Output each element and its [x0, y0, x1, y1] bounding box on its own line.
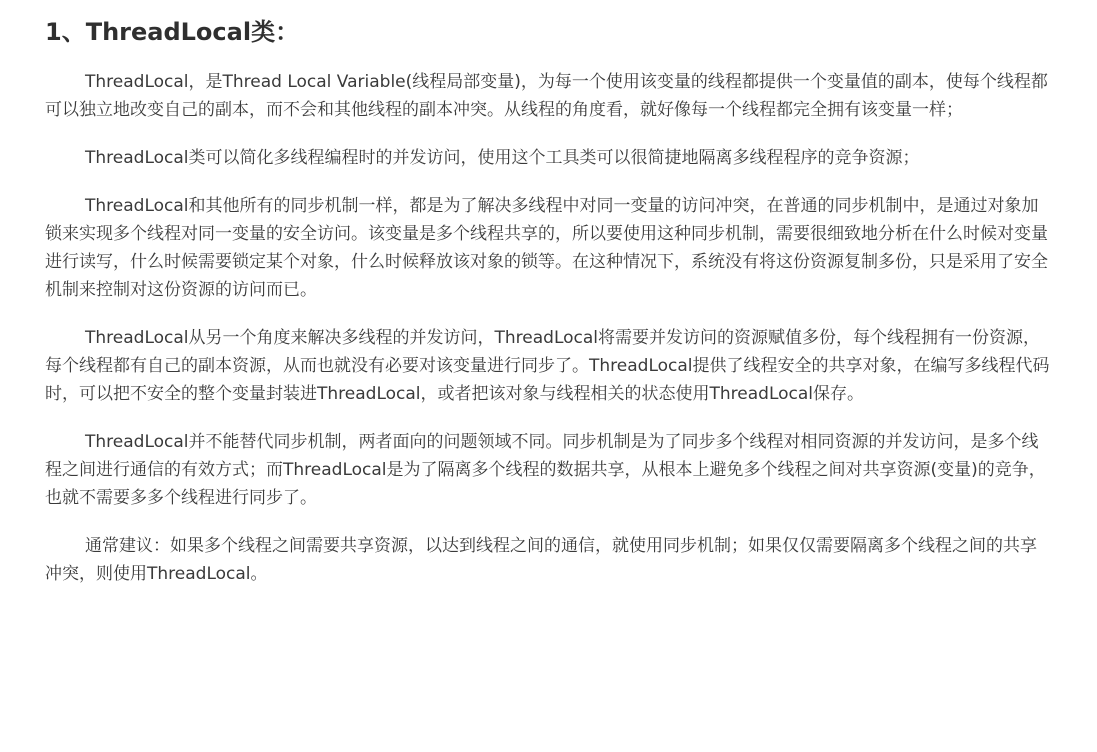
paragraph-definition: ThreadLocal，是Thread Local Variable(线程局部变量)，为每一个使用该变量的线程都提供一个变量值的副本，使每个线程都可以独立地改变自己的副本，而不会和其他线程的副本冲突。从线程的角度看，就好像每一个线程都完全拥有该变量一样； [45, 72, 1048, 120]
paragraph-recommendation: 通常建议：如果多个线程之间需要共享资源，以达到线程之间的通信，就使用同步机制；如果仅仅需要隔离多个线程之间的共享冲突，则使用ThreadLocal。 [45, 536, 1037, 584]
paragraph-not-replacement: ThreadLocal并不能替代同步机制，两者面向的问题领域不同。同步机制是为了同步多个线程对相同资源的并发访问，是多个线程之间进行通信的有效方式；而ThreadLocal是为了隔离多个线程的数据共享，从根本上避免多个线程之间对共享资源(变量)的竞争，也就不需要多多个线程进行同步了。 [45, 432, 1046, 508]
paragraph-threadlocal-approach: ThreadLocal从另一个角度来解决多线程的并发访问，ThreadLocal将需要并发访问的资源赋值多份，每个线程拥有一份资源，每个线程都有自己的副本资源，从而也就没有必要对该变量进行同步了。ThreadLocal提供了线程安全的共享对象，在编写多线程代码时，可以把不安全的整个变量封装进ThreadLocal，或者把该对象与线程相关的状态使用ThreadLocal保存。 [45, 328, 1050, 404]
paragraph-sync-comparison: ThreadLocal和其他所有的同步机制一样，都是为了解决多线程中对同一变量的访问冲突，在普通的同步机制中，是通过对象加锁来实现多个线程对同一变量的安全访问。该变量是多个线程共享的，所以要使用这种同步机制，需要很细致地分析在什么时候对变量进行读写，什么时候需要锁定某个对象，什么时候释放该对象的锁等。在这种情况下，系统没有将这份资源复制多份，只是采用了安全机制来控制对这份资源的访问而已。 [45, 196, 1048, 300]
paragraph-simplify: ThreadLocal类可以简化多线程编程时的并发访问，使用这个工具类可以很简捷地隔离多线程程序的竞争资源； [85, 148, 920, 168]
section-heading: 1、ThreadLocal类： [45, 18, 300, 46]
